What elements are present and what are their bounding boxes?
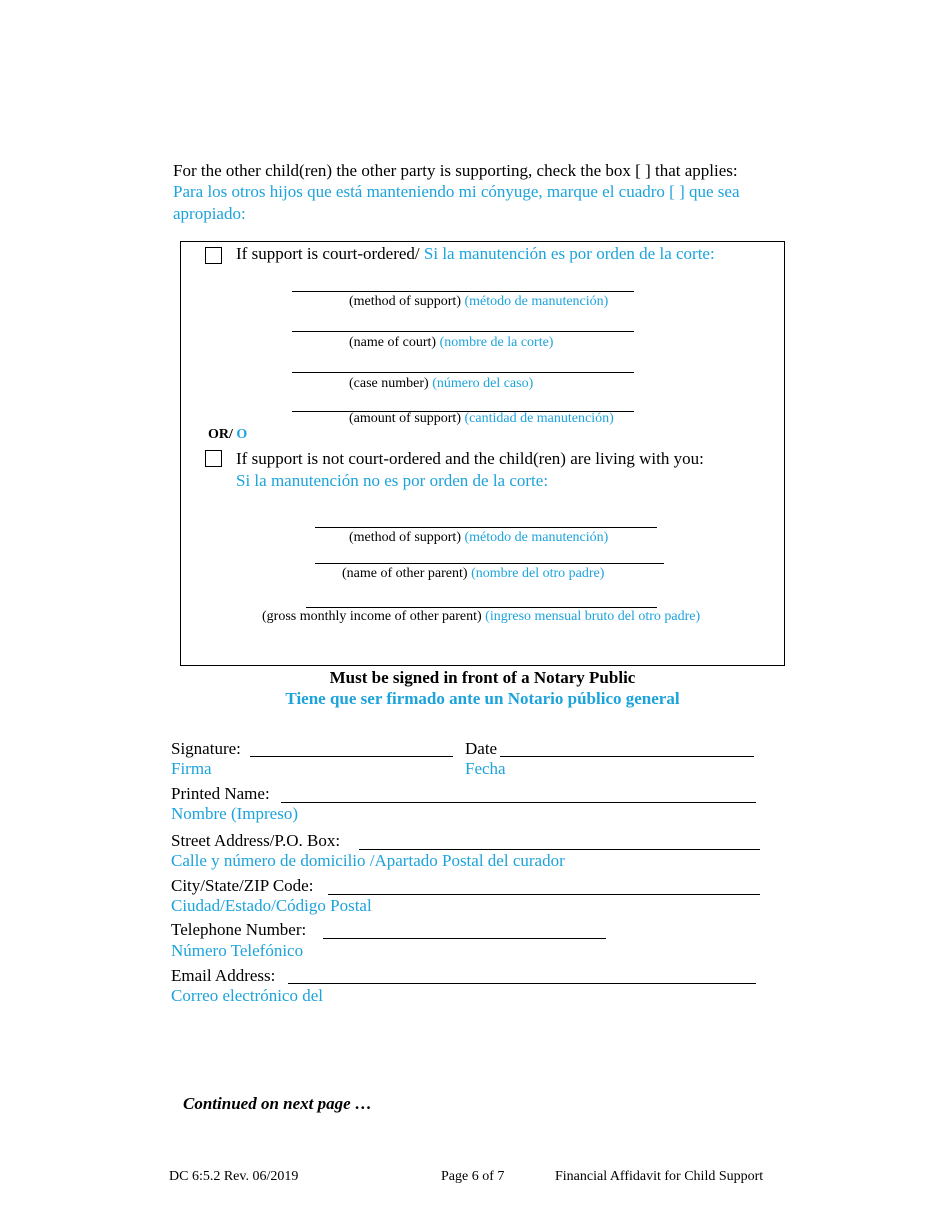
signature-line[interactable] — [250, 756, 453, 757]
footer-form-id: DC 6:5.2 Rev. 06/2019 — [169, 1169, 299, 1184]
date-line[interactable] — [500, 756, 754, 757]
option2-label-spanish: Si la manutención no es por orden de la corte: — [236, 471, 549, 490]
street-address-label-spanish: Calle y número de domicilio /Apartado Postal del curador — [171, 851, 565, 870]
not-court-ordered-checkbox[interactable] — [205, 450, 222, 467]
printed-name-label: Printed Name: — [171, 784, 270, 803]
field-label-spanish: (número del caso) — [432, 376, 534, 391]
option1-label-spanish: Si la manutención es por orden de la corte: — [423, 244, 715, 263]
field-label-spanish: (método de manutención) — [464, 294, 609, 309]
option1-field-court — [349, 335, 553, 351]
printed-name-line[interactable] — [281, 802, 756, 803]
option1-field-method — [349, 294, 608, 310]
continued-note: Continued on next page … — [183, 1094, 372, 1113]
method-of-support-line-2[interactable] — [315, 527, 657, 528]
signature-label-spanish: Firma — [171, 759, 212, 778]
field-label-english: (name of other parent) — [342, 566, 468, 581]
field-label-english: (name of court) — [349, 335, 437, 350]
name-of-court-line[interactable] — [292, 331, 634, 332]
field-label-spanish: (método de manutención) — [464, 530, 609, 545]
option1-field-amount — [349, 411, 614, 427]
option2-label-english: If support is not court-ordered and the child(ren) are living with you: — [236, 449, 704, 468]
field-label-spanish: (nombre de la corte) — [439, 335, 554, 350]
date-label-spanish: Fecha — [465, 759, 506, 778]
footer-page-number: Page 6 of 7 — [441, 1169, 505, 1184]
notary-notice-spanish: Tiene que ser firmado ante un Notario público general — [285, 689, 680, 708]
option2-field-method — [349, 530, 608, 546]
telephone-label: Telephone Number: — [171, 920, 307, 939]
street-address-label: Street Address/P.O. Box: — [171, 831, 341, 850]
gross-income-line[interactable] — [306, 607, 657, 608]
option1-label-english: If support is court-ordered/ — [236, 244, 420, 263]
field-label-english: (case number) — [349, 376, 429, 391]
printed-name-label-spanish: Nombre (Impreso) — [171, 804, 298, 823]
field-label-spanish: (cantidad de manutención) — [464, 411, 614, 426]
intro-english: For the other child(ren) the other party is supporting, check the box [ ] that applies: — [173, 161, 738, 180]
or-separator — [208, 427, 247, 443]
city-state-zip-line[interactable] — [328, 894, 760, 895]
signature-label: Signature: — [171, 739, 241, 758]
intro-spanish-line2: apropiado: — [173, 204, 246, 223]
city-state-zip-label-spanish: Ciudad/Estado/Código Postal — [171, 896, 372, 915]
field-label-spanish: (ingreso mensual bruto del otro padre) — [485, 609, 701, 624]
field-label-english: (gross monthly income of other parent) — [262, 609, 482, 624]
field-label-english: (method of support) — [349, 530, 461, 545]
street-address-line[interactable] — [359, 849, 760, 850]
footer-form-title: Financial Affidavit for Child Support — [555, 1169, 764, 1184]
intro-spanish-line1: Para los otros hijos que está manteniendo mi cónyuge, marque el cuadro [ ] que sea — [173, 182, 740, 201]
city-state-zip-label: City/State/ZIP Code: — [171, 876, 314, 895]
telephone-line[interactable] — [323, 938, 606, 939]
email-label: Email Address: — [171, 966, 276, 985]
telephone-label-spanish: Número Telefónico — [171, 941, 304, 960]
field-label-english: (method of support) — [349, 294, 461, 309]
or-english: OR/ — [208, 427, 233, 442]
field-label-english: (amount of support) — [349, 411, 461, 426]
date-label: Date — [465, 739, 498, 758]
or-spanish: O — [236, 427, 248, 442]
court-ordered-checkbox[interactable] — [205, 247, 222, 264]
option2-field-income — [262, 609, 700, 625]
option1-label — [236, 244, 715, 264]
notary-notice-english: Must be signed in front of a Notary Public — [329, 668, 636, 687]
case-number-line[interactable] — [292, 372, 634, 373]
method-of-support-line[interactable] — [292, 291, 634, 292]
field-label-spanish: (nombre del otro padre) — [471, 566, 605, 581]
email-line[interactable] — [288, 983, 756, 984]
option1-field-case — [349, 376, 533, 392]
email-label-spanish: Correo electrónico del — [171, 986, 323, 1005]
name-of-other-parent-line[interactable] — [315, 563, 664, 564]
option2-field-parent — [342, 566, 604, 582]
